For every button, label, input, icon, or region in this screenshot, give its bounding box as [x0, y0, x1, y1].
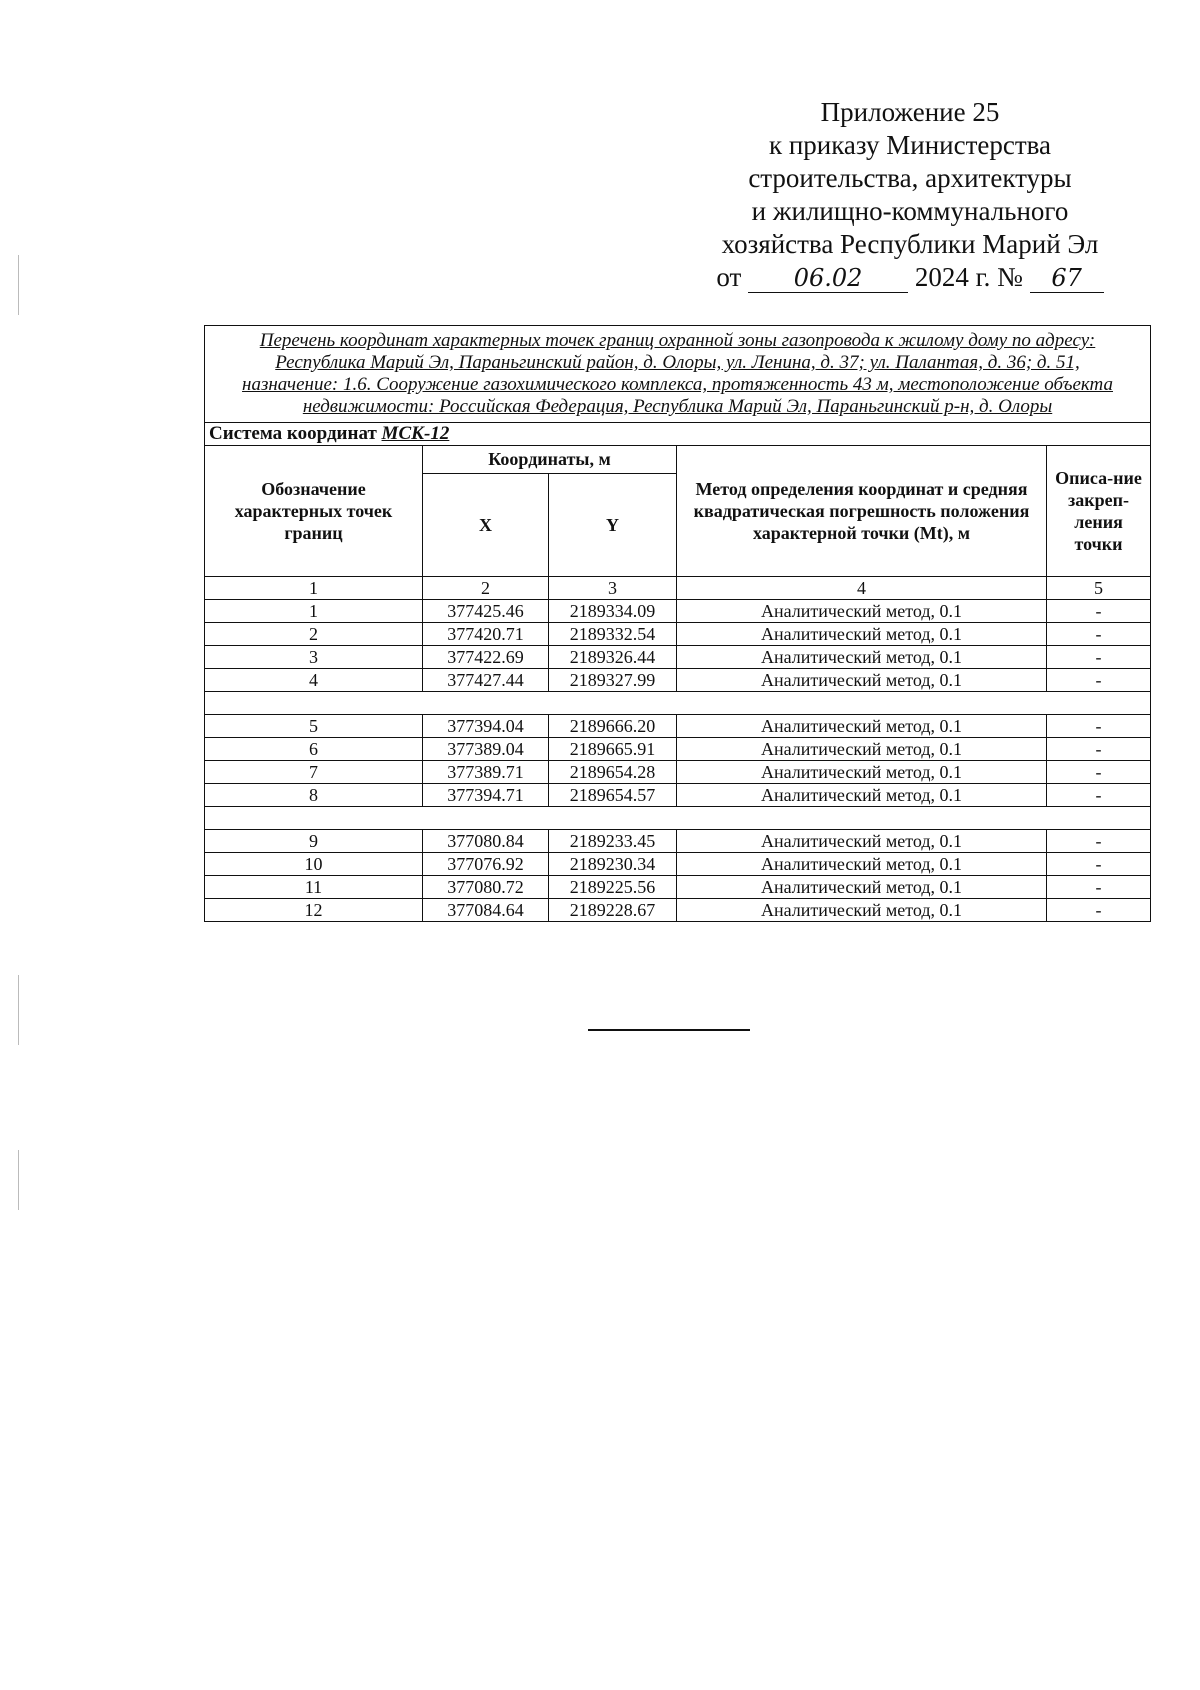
scan-artifact — [18, 255, 19, 315]
cell-method: Аналитический метод, 0.1 — [677, 761, 1047, 784]
cell-point: 12 — [205, 899, 423, 922]
cell-point: 3 — [205, 646, 423, 669]
column-number: 1 — [205, 577, 423, 600]
cell-fixing: - — [1047, 899, 1151, 922]
column-number: 2 — [423, 577, 549, 600]
appendix-line: Приложение 25 — [820, 97, 1000, 127]
table-row — [205, 738, 1151, 761]
appendix-line: хозяйства Республики Марий Эл — [721, 229, 1099, 259]
header-coords: Координаты, м — [423, 446, 677, 474]
cell-x: 377420.71 — [423, 623, 549, 646]
cell-point: 6 — [205, 738, 423, 761]
cell-method: Аналитический метод, 0.1 — [677, 623, 1047, 646]
table-row — [205, 600, 1151, 623]
cell-x: 377389.04 — [423, 738, 549, 761]
cell-y: 2189230.34 — [549, 853, 677, 876]
end-rule — [588, 1029, 750, 1031]
group-separator-cell — [205, 807, 1151, 830]
cell-y: 2189665.91 — [549, 738, 677, 761]
cell-x: 377425.46 — [423, 600, 549, 623]
cell-x: 377080.72 — [423, 876, 549, 899]
header-y: Y — [549, 473, 677, 576]
table-row — [205, 669, 1151, 692]
cell-fixing: - — [1047, 830, 1151, 853]
column-number: 4 — [677, 577, 1047, 600]
cell-x: 377076.92 — [423, 853, 549, 876]
cell-x: 377080.84 — [423, 830, 549, 853]
date-prefix: от — [716, 262, 742, 292]
cell-x: 377394.04 — [423, 715, 549, 738]
cell-y: 2189666.20 — [549, 715, 677, 738]
column-number-row — [205, 577, 1151, 600]
cell-point: 9 — [205, 830, 423, 853]
header-point: Обозначение характерных точек границ — [205, 446, 423, 577]
cell-x: 377427.44 — [423, 669, 549, 692]
header-x: X — [423, 473, 549, 576]
group-separator-row — [205, 807, 1151, 830]
cell-fixing: - — [1047, 646, 1151, 669]
table-row — [205, 830, 1151, 853]
appendix-line: к приказу Министерства — [768, 130, 1052, 160]
cell-point: 5 — [205, 715, 423, 738]
cell-y: 2189654.57 — [549, 784, 677, 807]
scan-artifact — [18, 1150, 19, 1210]
table-row — [205, 784, 1151, 807]
cell-method: Аналитический метод, 0.1 — [677, 853, 1047, 876]
cell-point: 11 — [205, 876, 423, 899]
year-number-label: 2024 г. № — [914, 262, 1023, 292]
cell-method: Аналитический метод, 0.1 — [677, 876, 1047, 899]
cell-point: 8 — [205, 784, 423, 807]
cell-fixing: - — [1047, 876, 1151, 899]
cell-y: 2189327.99 — [549, 669, 677, 692]
cell-x: 377084.64 — [423, 899, 549, 922]
cell-method: Аналитический метод, 0.1 — [677, 646, 1047, 669]
table-row — [205, 876, 1151, 899]
column-number: 3 — [549, 577, 677, 600]
cell-fixing: - — [1047, 784, 1151, 807]
cell-fixing: - — [1047, 761, 1151, 784]
table-row — [205, 853, 1151, 876]
table-row — [205, 899, 1151, 922]
cell-point: 1 — [205, 600, 423, 623]
cell-x: 377422.69 — [423, 646, 549, 669]
table-row — [205, 646, 1151, 669]
cell-method: Аналитический метод, 0.1 — [677, 738, 1047, 761]
coordinate-system-row — [205, 423, 1151, 446]
cell-x: 377389.71 — [423, 761, 549, 784]
cell-y: 2189334.09 — [549, 600, 677, 623]
cell-method: Аналитический метод, 0.1 — [677, 784, 1047, 807]
appendix-line: и жилищно-коммунального — [751, 196, 1069, 226]
cell-y: 2189332.54 — [549, 623, 677, 646]
cell-y: 2189228.67 — [549, 899, 677, 922]
cell-fixing: - — [1047, 715, 1151, 738]
cell-fixing: - — [1047, 669, 1151, 692]
cell-point: 2 — [205, 623, 423, 646]
cell-y: 2189654.28 — [549, 761, 677, 784]
cell-method: Аналитический метод, 0.1 — [677, 715, 1047, 738]
cell-fixing: - — [1047, 623, 1151, 646]
coordinate-system-value: МСК-12 — [381, 423, 450, 444]
header-method: Метод определения координат и средняя квадратическая погрешность положения характерной точки (Mt), м — [677, 446, 1047, 577]
table-row — [205, 761, 1151, 784]
appendix-header — [680, 96, 1140, 294]
cell-x: 377394.71 — [423, 784, 549, 807]
cell-fixing: - — [1047, 738, 1151, 761]
cell-method: Аналитический метод, 0.1 — [677, 669, 1047, 692]
coordinate-system-label: Система координат — [209, 423, 377, 444]
cell-method: Аналитический метод, 0.1 — [677, 600, 1047, 623]
group-separator-row — [205, 692, 1151, 715]
header-fixing: Описа-ние закреп-ления точки — [1047, 446, 1151, 577]
cell-method: Аналитический метод, 0.1 — [677, 830, 1047, 853]
table-row — [205, 715, 1151, 738]
cell-y: 2189233.45 — [549, 830, 677, 853]
table-row — [205, 623, 1151, 646]
appendix-line: строительства, архитектуры — [748, 163, 1072, 193]
handwritten-order-number: 67 — [1030, 264, 1104, 293]
handwritten-date: 06.02 — [748, 264, 908, 293]
cell-y: 2189225.56 — [549, 876, 677, 899]
cell-point: 4 — [205, 669, 423, 692]
cell-fixing: - — [1047, 853, 1151, 876]
cell-method: Аналитический метод, 0.1 — [677, 899, 1047, 922]
scan-artifact — [18, 975, 19, 1045]
group-separator-cell — [205, 692, 1151, 715]
table-caption: Перечень координат характерных точек границ охранной зоны газопровода к жилому дому по адресу: Республика Марий Эл, Параньгинский район, д. Олоры, ул. Ленина, д. 37; ул. Палантая, д. 36; д. 51, назначение: 1.6. Сооружение газохимического комплекса, протяженность 43 м, местоположение объекта недвижимости: Российская Федерация, Республика Марий Эл, Параньгинский р-н, д. Олоры — [205, 326, 1151, 423]
order-date-line — [680, 261, 1140, 294]
column-number: 5 — [1047, 577, 1151, 600]
cell-y: 2189326.44 — [549, 646, 677, 669]
cell-fixing: - — [1047, 600, 1151, 623]
coordinates-table — [204, 325, 1151, 922]
cell-point: 7 — [205, 761, 423, 784]
cell-point: 10 — [205, 853, 423, 876]
